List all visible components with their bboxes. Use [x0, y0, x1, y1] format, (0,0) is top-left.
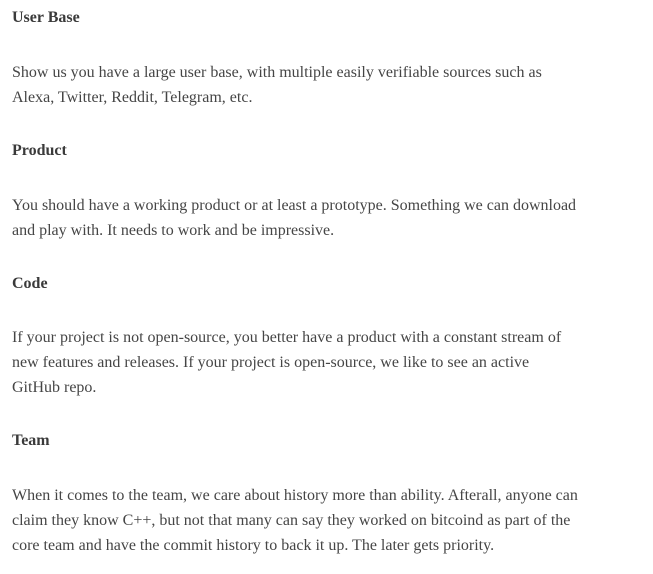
section-title-code: Code — [12, 275, 48, 292]
section-body-team — [12, 483, 612, 558]
section-line: Alexa, Twitter, Reddit, Telegram, etc. — [12, 89, 253, 106]
section-line: new features and releases. If your project is open-source, we like to see an active — [12, 354, 530, 371]
section-line: When it comes to the team, we care about history more than ability. Afterall, anyone can — [12, 487, 578, 504]
section-line: claim they know C++, but not that many can say they worked on bitcoind as part of the — [12, 512, 571, 529]
section-title-product: Product — [12, 142, 67, 159]
section-body-user-base — [12, 60, 612, 110]
section-line: GitHub repo. — [12, 379, 97, 396]
section-body-product — [12, 193, 612, 243]
section-line: If your project is not open-source, you better have a product with a constant stream of — [12, 329, 562, 346]
section-line: core team and have the commit history to back it up. The later gets priority. — [12, 537, 495, 554]
section-title-team: Team — [12, 432, 50, 449]
section-body-code — [12, 325, 612, 400]
section-line: and play with. It needs to work and be impressive. — [12, 222, 335, 239]
section-title-user-base: User Base — [12, 9, 80, 26]
section-line: Show us you have a large user base, with multiple easily verifiable sources such as — [12, 64, 542, 81]
section-line: You should have a working product or at least a prototype. Something we can download — [12, 197, 577, 214]
